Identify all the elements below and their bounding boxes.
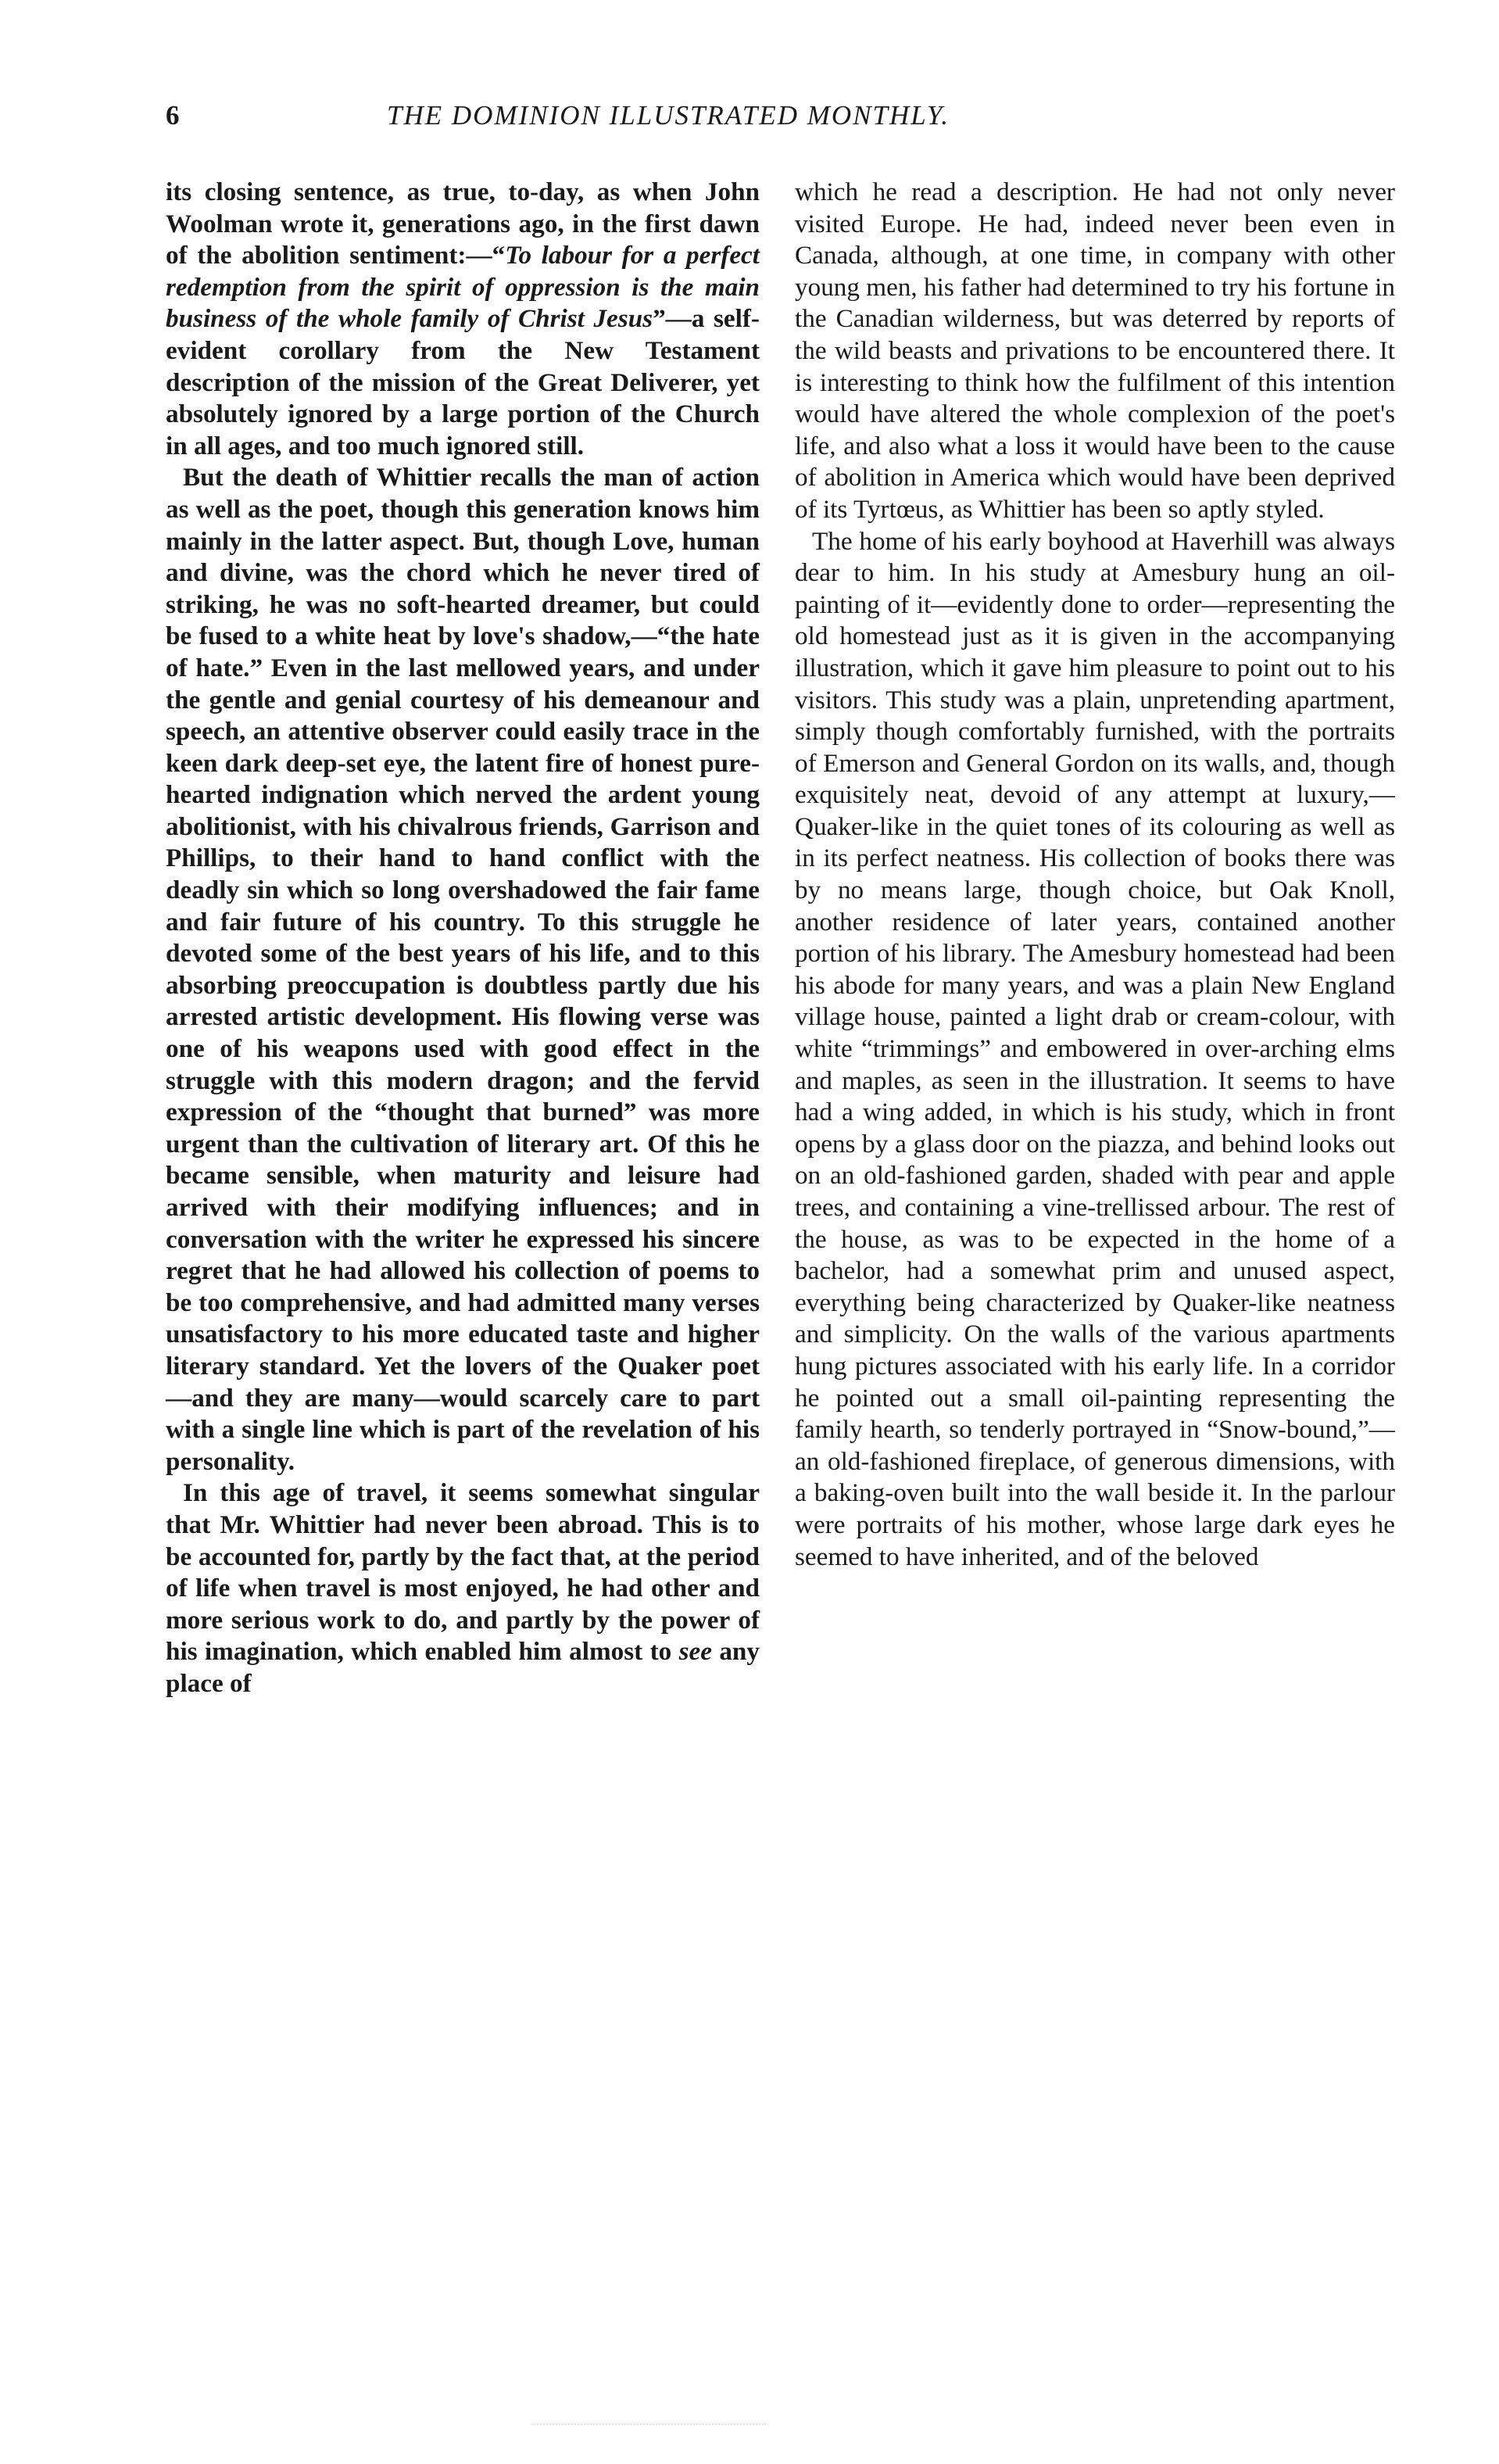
paragraph: which he read a description. He had not only never visited Europe. He had, indeed never been even in Canada, although, at one time, in company with other young men, his father had determined to try his fortune in the Canadian wilderness, but was deterred by reports of the wild beasts and privations to be encountered there. It is interesting to think how the fulfilment of this intention would have altered the whole complexion of the poet's life, and also what a loss it would have been to the cause of abolition in America which would have been deprived of its Tyrtœus, as Whittier has been so aptly styled. [795,177,1395,524]
quotation: To labour for a perfect redemption from the spirit of oppression is the main business of the whole family of Christ Jesus [166,241,760,334]
running-head: THE DOMINION ILLUSTRATED MONTHLY. [387,100,950,131]
text-run: any place of [166,1637,760,1698]
text-run: ”—a self-evident corollary from the New Testament description of the mission of the Great Deliverer, yet absolutely ignored by a large portion of the Church in all ages, and too much ignored still. [166,304,760,460]
left-column [166,177,760,1700]
paragraph [166,1477,760,1699]
emphasis: see [678,1637,712,1667]
page-smudge [531,2423,766,2430]
paragraph: But the death of Whittier recalls the man of action as well as the poet, though this generation knows him mainly in the latter aspect. But, though Love, human and divine, was the chord which he never tired of striking, he was no soft-hearted dreamer, but could be fused to a white heat by love's shadow,—“the hate of hate.” Even in the last mellowed years, and under the gentle and genial courtesy of his demeanour and speech, an attentive observer could easily trace in the keen dark deep-set eye, the latent fire of honest pure-hearted indignation which nerved the ardent young abolitionist, with his chivalrous friends, Garrison and Phillips, to their hand to hand conflict with the deadly sin which so long overshadowed the fair fame and fair future of his country. To this struggle he devoted some of the best years of his life, and to this absorbing preoccupation is doubtless partly due his arrested artistic development. His flowing verse was one of his weapons used with good effect in the struggle with this modern dragon; and the fervid expression of the “thought that burned” was more urgent than the cultivation of literary art. Of this he became sensible, when maturity and leisure had arrived with their modifying influences; and in conversation with the writer he expressed his sincere regret that he had allowed his collection of poems to be too comprehensive, and had admitted many verses unsatisfactory to his more educated taste and higher literary standard. Yet the lovers of the Quaker poet —and they are many—would scarcely care to part with a single line which is part of the revelation of his personality. [166,463,760,1476]
text-run: its closing sentence, as true, to-day, as when John Woolman wrote it, generations ago, in the first dawn of the abolition sentiment:—“ [166,177,760,270]
page-number: 6 [166,100,180,131]
paragraph: The home of his early boyhood at Haverhill was always dear to him. In his study at Amesbury hung an oil-painting of it—evidently done to order—representing the old homestead just as it is given in the accompanying illustration, which it gave him pleasure to point out to his visitors. This study was a plain, unpretending apartment, simply though comfortably furnished, with the portraits of Emerson and General Gordon on its walls, and, though exquisitely neat, devoid of any attempt at luxury,—Quaker-like in the quiet tones of its colouring as well as in its perfect neatness. His collection of books there was by no means large, though choice, but Oak Knoll, another residence of later years, contained another portion of his library. The Amesbury homestead had been his abode for many years, and was a plain New England village house, painted a light drab or cream-colour, with white “trimmings” and embowered in over-arching elms and maples, as seen in the illustration. It seems to have had a wing added, in which is his study, which in front opens by a glass door on the piazza, and behind looks out on an old-fashioned garden, shaded with pear and apple trees, and containing a vine-trellissed arbour. The rest of the house, as was to be expected in the home of a bachelor, had a somewhat prim and unused aspect, everything being characterized by Quaker-like neatness and simplicity. On the walls of the various apartments hung pictures associated with his early life. In a corridor he pointed out a small oil-painting representing the family hearth, so tenderly portrayed in “Snow-bound,”—an old-fashioned fireplace, of generous dimensions, with a baking-oven built into the wall beside it. In the parlour were portraits of his mother, whose large dark eyes he seemed to have inherited, and of the beloved [795,526,1395,1571]
text-run: In this age of travel, it seems somewhat singular that Mr. Whittier had never been abroad. This is to be accounted for, partly by the fact that, at the period of life when travel is most enjoyed, he had other and more serious work to do, and partly by the power of his imagination, which enabled him almost to [166,1478,760,1667]
right-column [795,177,1395,1573]
paragraph [166,177,760,462]
